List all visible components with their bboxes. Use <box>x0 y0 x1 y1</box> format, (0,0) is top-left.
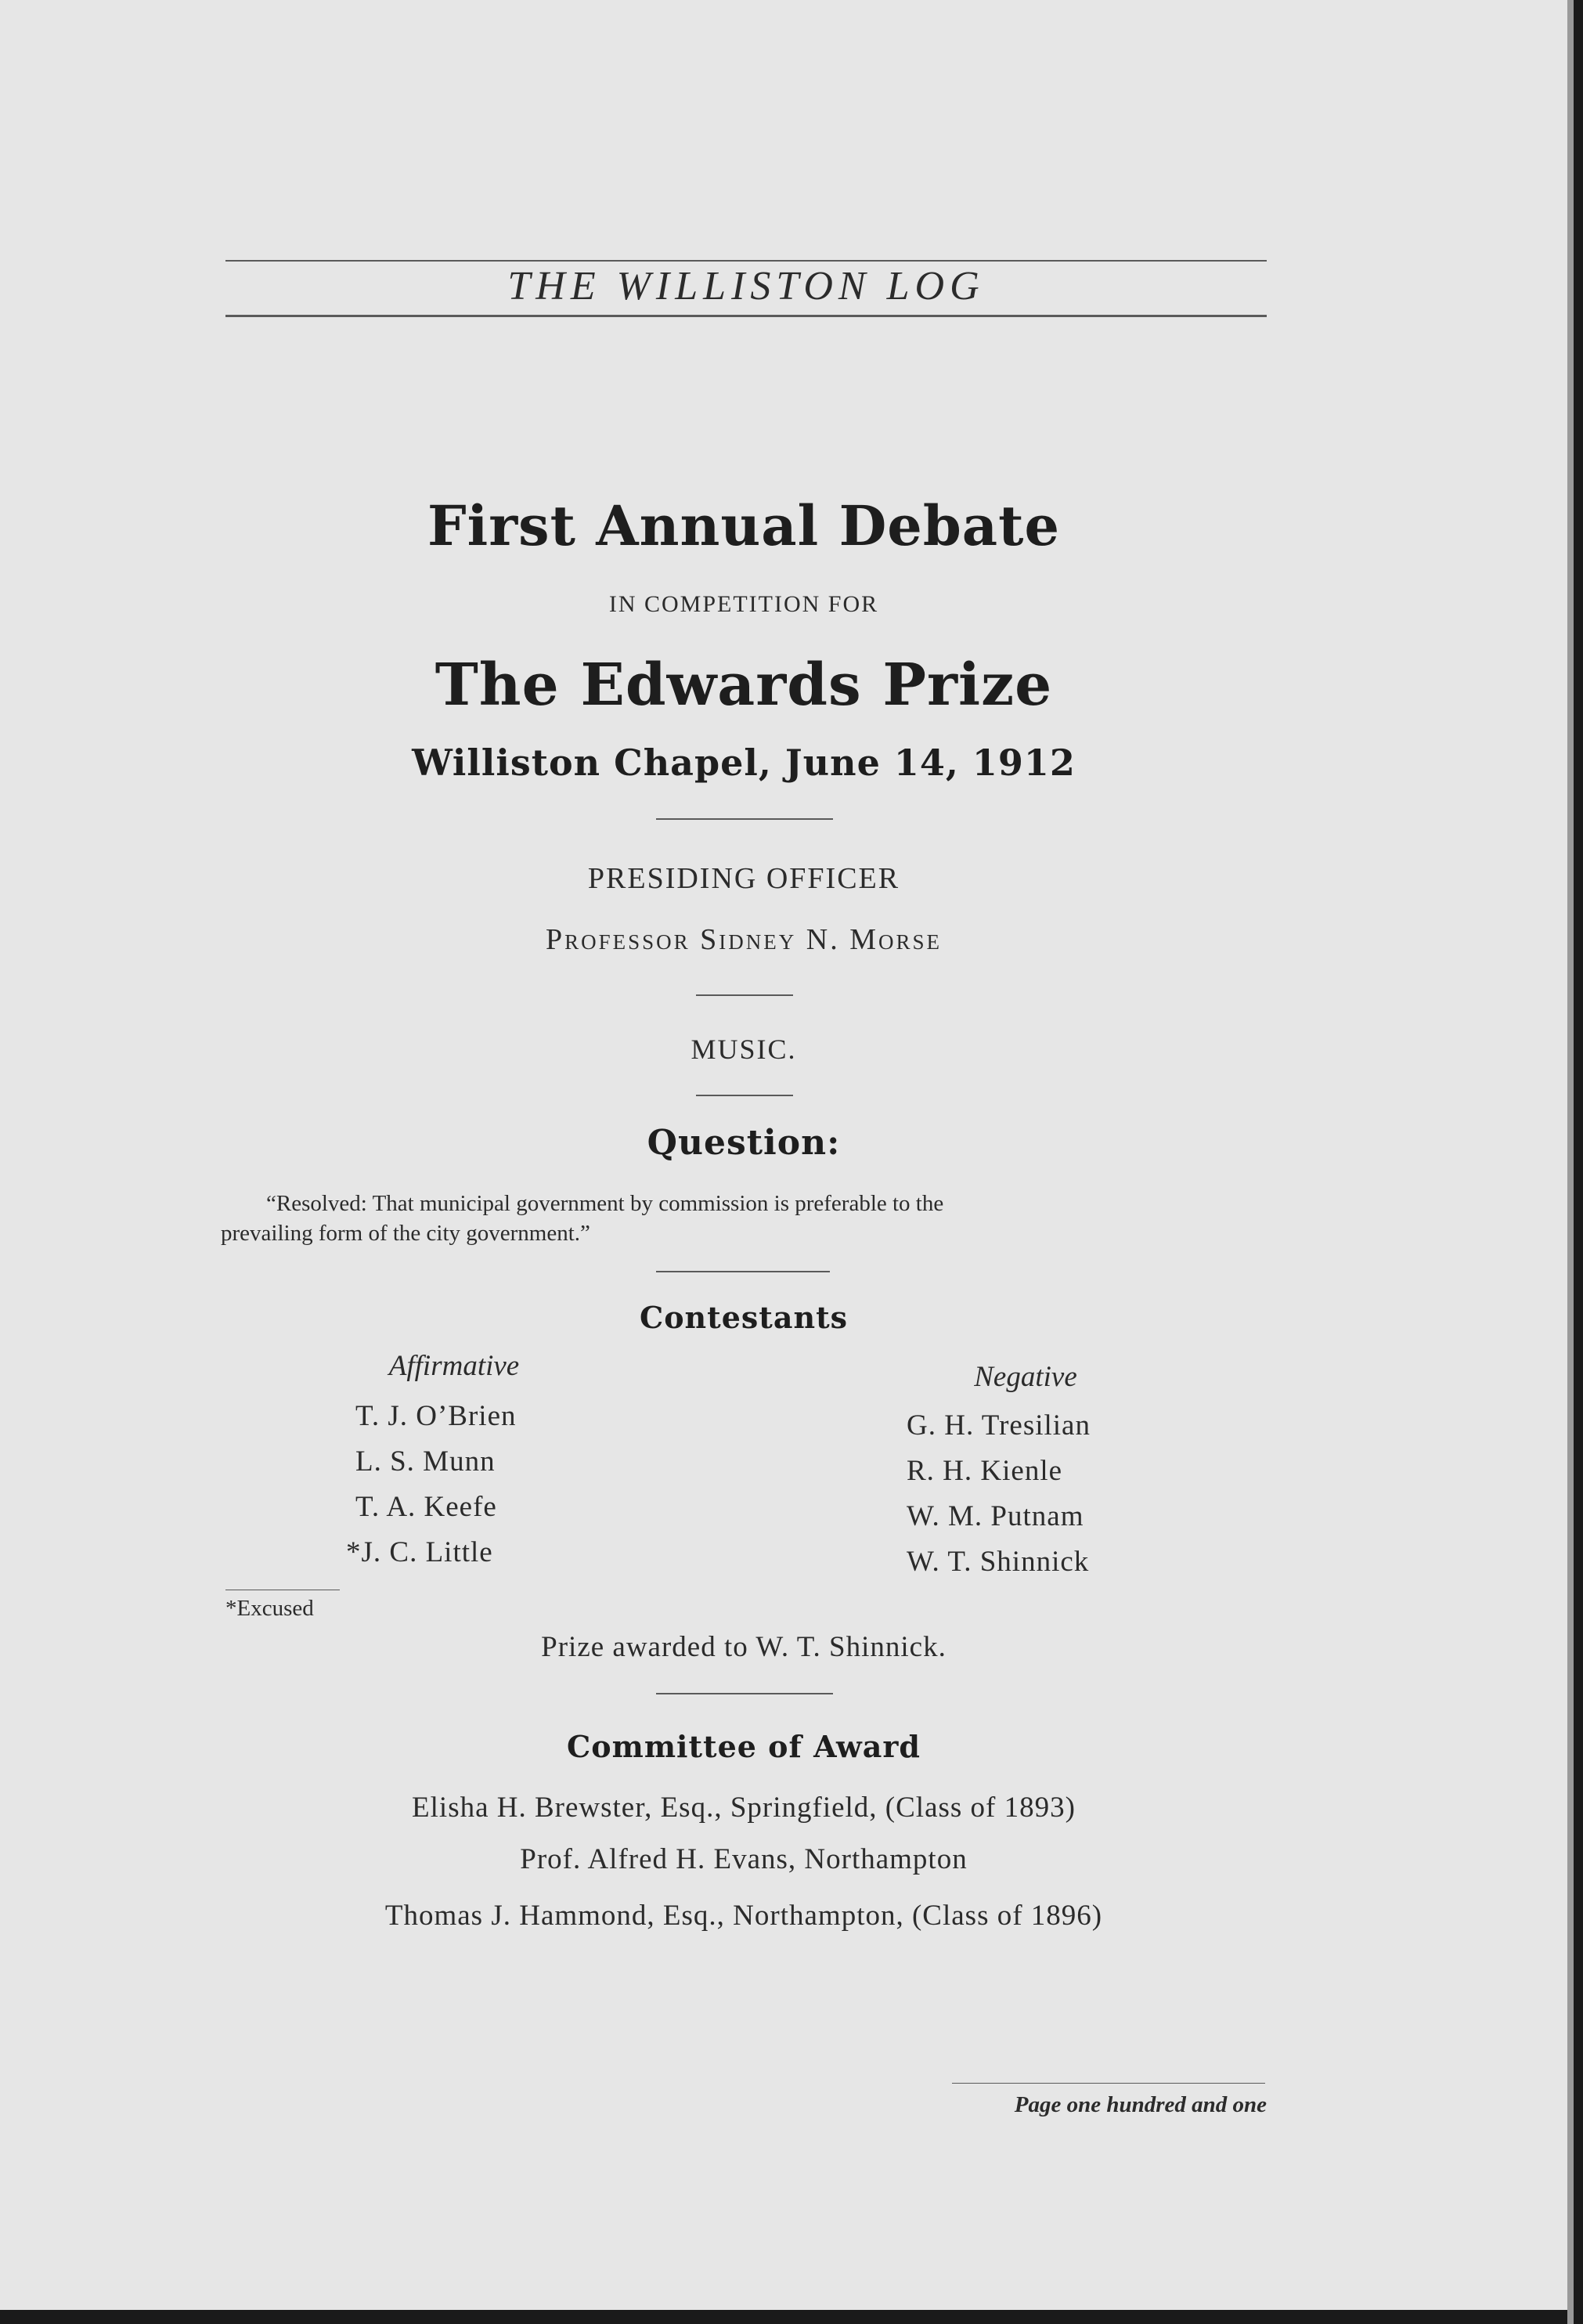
question-text-line1: “Resolved: That municipal government by commission is preferable to the <box>266 1191 944 1216</box>
presiding-heading: PRESIDING OFFICER <box>587 862 900 895</box>
committee-heading: Committee of Award <box>567 1729 921 1764</box>
committee-member: Prof. Alfred H. Evans, Northampton <box>520 1843 968 1875</box>
divider-2 <box>696 994 793 996</box>
affirmative-list <box>337 1394 618 1575</box>
contestant-name: W. T. Shinnick <box>907 1546 1090 1578</box>
contestant-name: W. M. Putnam <box>907 1500 1084 1532</box>
contestant-name: L. S. Munn <box>355 1445 496 1478</box>
divider-4 <box>656 1271 830 1272</box>
divider-1 <box>656 818 833 820</box>
committee-member: Elisha H. Brewster, Esq., Springfield, (Class of 1893) <box>412 1792 1076 1824</box>
contestant-name: *J. C. Little <box>346 1536 493 1568</box>
competition-subtitle: IN COMPETITION FOR <box>608 591 879 617</box>
music-item: MUSIC. <box>691 1034 797 1065</box>
contestant-name: T. J. O’Brien <box>355 1400 517 1432</box>
header-rule-bottom <box>225 315 1267 317</box>
footer-rule <box>952 2083 1265 2084</box>
contestant-name: R. H. Kienle <box>907 1455 1063 1487</box>
presiding-name: Professor Sidney N. Morse <box>545 923 943 956</box>
committee-member: Thomas J. Hammond, Esq., Northampton, (Class of 1896) <box>384 1900 1103 1932</box>
header-rule-top <box>225 260 1267 262</box>
question-heading: Question: <box>647 1123 841 1163</box>
debate-title: First Annual Debate <box>427 493 1060 558</box>
page-label: Page one hundred and one <box>1014 2092 1267 2117</box>
negative-label: Negative <box>974 1361 1077 1393</box>
prize-awarded: Prize awarded to W. T. Shinnick. <box>541 1631 947 1663</box>
affirmative-label: Affirmative <box>388 1350 520 1382</box>
contestant-name: G. H. Tresilian <box>907 1409 1091 1442</box>
venue-date: Williston Chapel, June 14, 1912 <box>412 742 1076 784</box>
question-text-line2: prevailing form of the city government.” <box>221 1221 590 1246</box>
negative-list <box>907 1403 1220 1585</box>
divider-5 <box>656 1693 833 1694</box>
running-title: THE WILLISTON LOG <box>507 264 985 309</box>
contestants-heading: Contestants <box>639 1300 849 1335</box>
divider-3 <box>696 1095 793 1096</box>
footnote-excused: *Excused <box>225 1596 314 1621</box>
prize-title: The Edwards Prize <box>435 651 1053 719</box>
contestant-name: T. A. Keefe <box>355 1491 497 1523</box>
page-edge <box>1567 0 1574 2324</box>
